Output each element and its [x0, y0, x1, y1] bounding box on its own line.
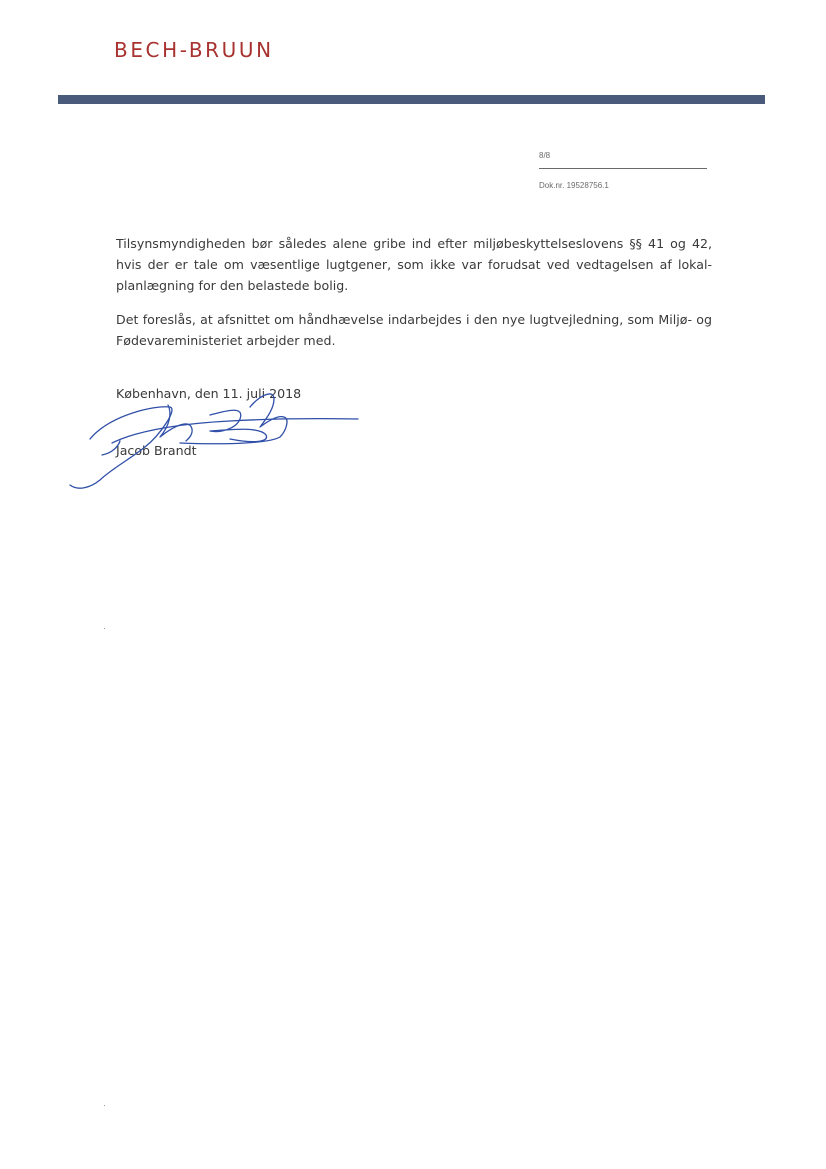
body-paragraph-2: Det foreslås, at afsnittet om håndhævelse indarbejdes i den nye lugtvejledning, som Miljø- og Fødevareministeriet arbejder med.: [116, 312, 712, 348]
signature-stroke-b: [210, 410, 267, 441]
document-number: Dok.nr. 19528756.1: [539, 181, 609, 190]
scan-speck: [104, 628, 105, 629]
signer-name: Jacob Brandt: [116, 443, 197, 458]
body-paragraph-1: Tilsynsmyndigheden bør således alene gribe ind efter miljøbeskyttelseslovens §§ 41 og 42, hvis der er tale om væsentlige lugtgener, som ikke var forudsat ved vedtagelsen af lokal-planlægning for den belastede bolig.: [116, 236, 712, 293]
scan-speck: [104, 1105, 105, 1106]
signature-stroke-h: [160, 405, 192, 441]
signature-stroke-loop: [112, 419, 358, 443]
page-number: 8/8: [539, 151, 551, 160]
place-and-date: København, den 11. juli 2018: [116, 386, 302, 401]
meta-divider: [539, 168, 707, 169]
company-logo: BECH-BRUUN: [114, 38, 274, 62]
letterhead-bar: [58, 95, 765, 104]
